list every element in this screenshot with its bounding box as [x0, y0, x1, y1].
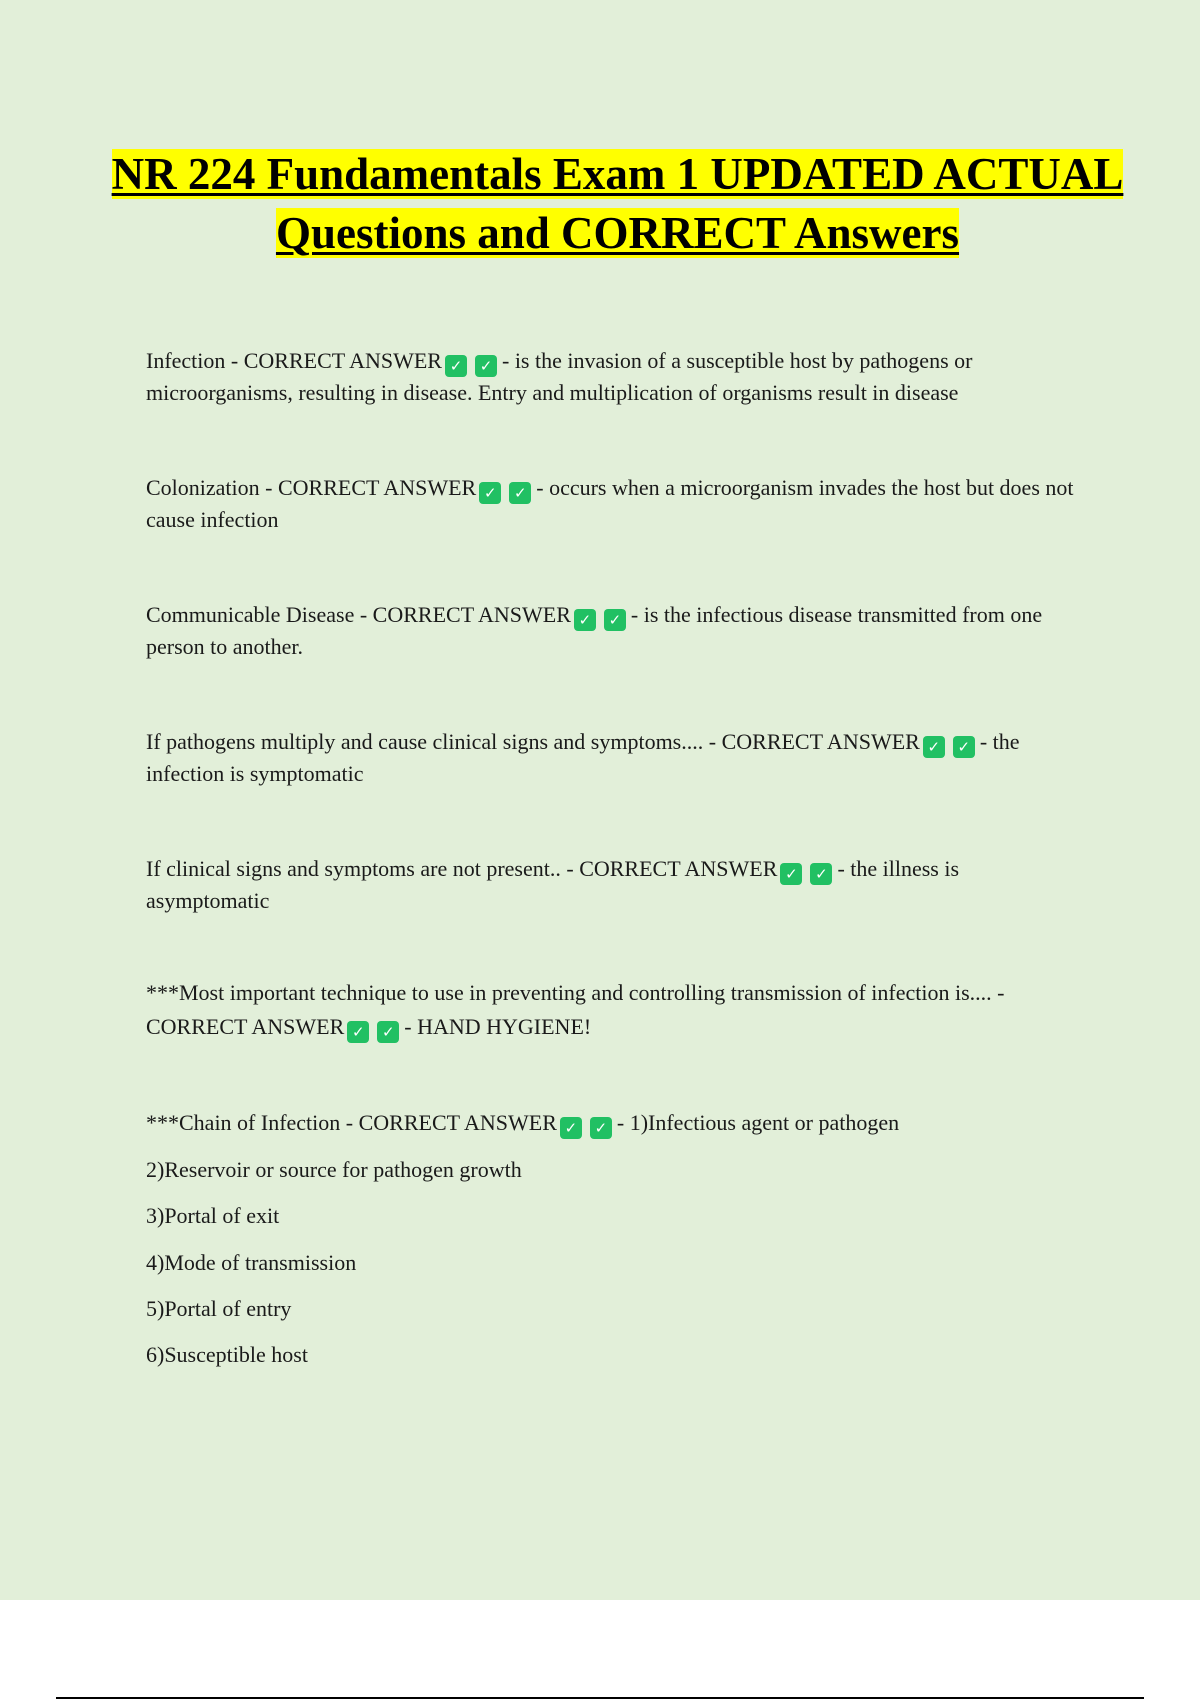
title-highlight: NR 224 Fundamentals Exam 1 UPDATED ACTUAL Questions and CORRECT Answers [111, 149, 1124, 258]
check-icon: ✓ [604, 609, 626, 631]
chain-list-item: 3)Portal of exit [146, 1203, 280, 1228]
qa-item-hand-hygiene: ***Most important technique to use in preventing and controlling transmission of infection is.... - CORRECT ANSWER ✓ ✓ - HAND HYGIENE! [146, 980, 1005, 1041]
check-icon: ✓ [377, 1021, 399, 1043]
qa-item-infection: Infection - CORRECT ANSWER ✓ ✓ - is the invasion of a susceptible host by pathogens or microorganisms, resulting in disease. Entry and multiplication of organisms result in disease [146, 348, 973, 405]
chain-list-item: 2)Reservoir or source for pathogen growth [146, 1157, 522, 1182]
qa-definition: occurs when a microorganism invades the host but does not cause infection [146, 475, 1074, 532]
check-icon: ✓ [574, 609, 596, 631]
qa-term: Communicable Disease [146, 602, 355, 627]
check-icon: ✓ [590, 1117, 612, 1139]
qa-term: Infection [146, 348, 226, 373]
qa-definition: the infection is symptomatic [146, 729, 1020, 786]
check-icon: ✓ [445, 355, 467, 377]
check-icon: ✓ [479, 482, 501, 504]
answer-marker: CORRECT ANSWER [358, 1110, 557, 1135]
qa-term: If pathogens multiply and cause clinical signs and symptoms.... [146, 729, 704, 754]
qa-definition: is the infectious disease transmitted from one person to another. [146, 602, 1043, 659]
qa-definition: the illness is asymptomatic [146, 856, 960, 913]
qa-item-asymptomatic: If clinical signs and symptoms are not present.. - CORRECT ANSWER ✓ ✓ - the illness is asymptomatic [146, 856, 960, 913]
qa-term: Colonization [146, 475, 260, 500]
footer-rule [56, 1697, 1144, 1699]
qa-term: If clinical signs and symptoms are not present.. [146, 856, 561, 881]
qa-definition: 1)Infectious agent or pathogen [629, 1110, 900, 1135]
check-icon: ✓ [475, 355, 497, 377]
answer-marker: CORRECT ANSWER [372, 602, 571, 627]
answer-marker: CORRECT ANSWER [579, 856, 778, 881]
chain-list-item: 4)Mode of transmission [146, 1250, 357, 1275]
answer-marker: CORRECT ANSWER [146, 1014, 345, 1039]
chain-list-item: 6)Susceptible host [146, 1342, 308, 1367]
check-icon: ✓ [780, 863, 802, 885]
check-icon: ✓ [347, 1021, 369, 1043]
check-icon: ✓ [509, 482, 531, 504]
document-title [110, 145, 1125, 263]
qa-item-chain-of-infection: ***Chain of Infection - CORRECT ANSWER ✓ ✓ - 1)Infectious agent or pathogen [146, 1110, 900, 1137]
qa-term: ***Chain of Infection [146, 1110, 341, 1135]
answer-marker: CORRECT ANSWER [277, 475, 477, 500]
answer-marker: CORRECT ANSWER [243, 348, 442, 373]
check-icon: ✓ [953, 736, 975, 758]
qa-definition: HAND HYGIENE! [417, 1014, 592, 1039]
qa-item-colonization: Colonization - CORRECT ANSWER ✓ ✓ - occurs when a microorganism invades the host but does not cause infection [146, 475, 1074, 532]
qa-item-communicable-disease: Communicable Disease - CORRECT ANSWER ✓ ✓ - is the infectious disease transmitted from one person to another. [146, 602, 1043, 659]
qa-item-symptomatic: If pathogens multiply and cause clinical signs and symptoms.... - CORRECT ANSWER ✓ ✓ - the infection is symptomatic [146, 729, 1020, 786]
check-icon: ✓ [923, 736, 945, 758]
chain-list-item: 5)Portal of entry [146, 1296, 292, 1321]
qa-term: ***Most important technique to use in preventing and controlling transmission of infection is.... [146, 980, 992, 1005]
check-icon: ✓ [810, 863, 832, 885]
page-footer-area [0, 1600, 1200, 1700]
qa-definition: is the invasion of a susceptible host by pathogens or microorganisms, resulting in disease. Entry and multiplication of organisms result in disease [146, 348, 973, 405]
check-icon: ✓ [560, 1117, 582, 1139]
answer-marker: CORRECT ANSWER [721, 729, 920, 754]
